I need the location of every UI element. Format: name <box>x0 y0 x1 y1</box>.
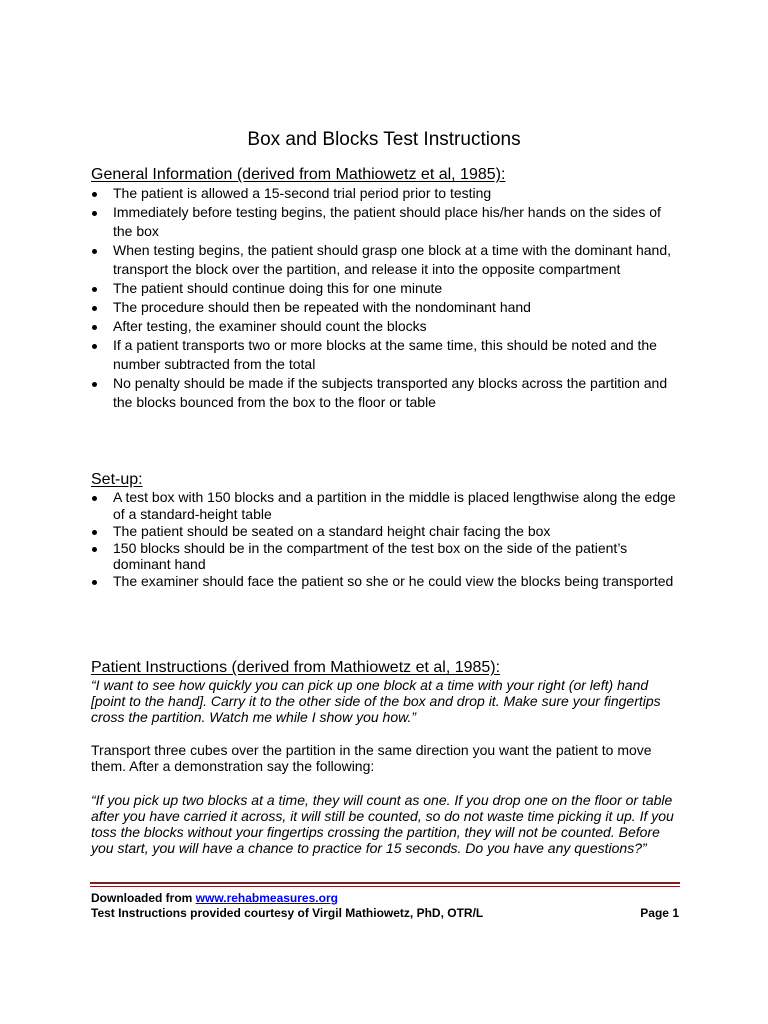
setup-list <box>91 489 681 590</box>
list-item: The patient should be seated on a standard height chair facing the box <box>91 523 681 540</box>
page-title: Box and Blocks Test Instructions <box>247 129 521 150</box>
demonstration-paragraph: Transport three cubes over the partition in the same direction you want the patient to move them. After a demonstration say the following: <box>91 742 652 774</box>
list-item: The examiner should face the patient so she or he could view the blocks being transported <box>91 573 681 590</box>
list-item: A test box with 150 blocks and a partition in the middle is placed lengthwise along the edge of a standard-height table <box>91 489 681 522</box>
page-number: Page 1 <box>640 906 679 920</box>
footer-website-link[interactable]: www.rehabmeasures.org <box>195 891 338 905</box>
setup-heading: Set-up: <box>91 471 143 488</box>
patient-instructions-heading: Patient Instructions (derived from Mathiowetz et al, 1985): <box>91 659 501 676</box>
footer-download-line <box>91 891 679 905</box>
list-item: The patient should continue doing this for one minute <box>91 279 681 298</box>
list-item: The patient is allowed a 15-second trial period prior to testing <box>91 184 681 203</box>
patient-quote-second: “If you pick up two blocks at a time, they will count as one. If you drop one on the floor or table after you have carried it across, it will still be counted, so do not waste time picking it up. If you toss the blocks without your fingertips crossing the partition, they will not be counted. Before you start, you will have a chance to practice for 15 seconds. Do you have any questions?” <box>91 792 674 856</box>
list-item: 150 blocks should be in the compartment of the test box on the side of the patient’s dominant hand <box>91 540 681 573</box>
list-item: Immediately before testing begins, the patient should place his/her hands on the sides of the box <box>91 203 681 241</box>
footer-courtesy-text: Test Instructions provided courtesy of Virgil Mathiowetz, PhD, OTR/L <box>91 906 484 920</box>
list-item: The procedure should then be repeated with the nondominant hand <box>91 298 681 317</box>
patient-quote-first: “I want to see how quickly you can pick up one block at a time with your right (or left) hand [point to the hand]. Carry it to the other side of the box and drop it. Make sure your fingertips cross the partition. Watch me while I show you how.” <box>91 677 661 725</box>
footer-rule <box>90 882 680 884</box>
general-information-list <box>91 184 681 412</box>
list-item: After testing, the examiner should count the blocks <box>91 317 681 336</box>
general-information-heading: General Information (derived from Mathiowetz et al, 1985): <box>91 166 506 183</box>
list-item: If a patient transports two or more blocks at the same time, this should be noted and the number subtracted from the total <box>91 336 681 374</box>
footer-rule-thin <box>90 886 680 887</box>
list-item: When testing begins, the patient should grasp one block at a time with the dominant hand, transport the block over the partition, and release it into the opposite compartment <box>91 241 681 279</box>
footer-courtesy-line <box>91 906 679 920</box>
list-item: No penalty should be made if the subjects transported any blocks across the partition and the blocks bounced from the box to the floor or table <box>91 374 681 412</box>
footer-downloaded-label: Downloaded from <box>91 891 196 905</box>
